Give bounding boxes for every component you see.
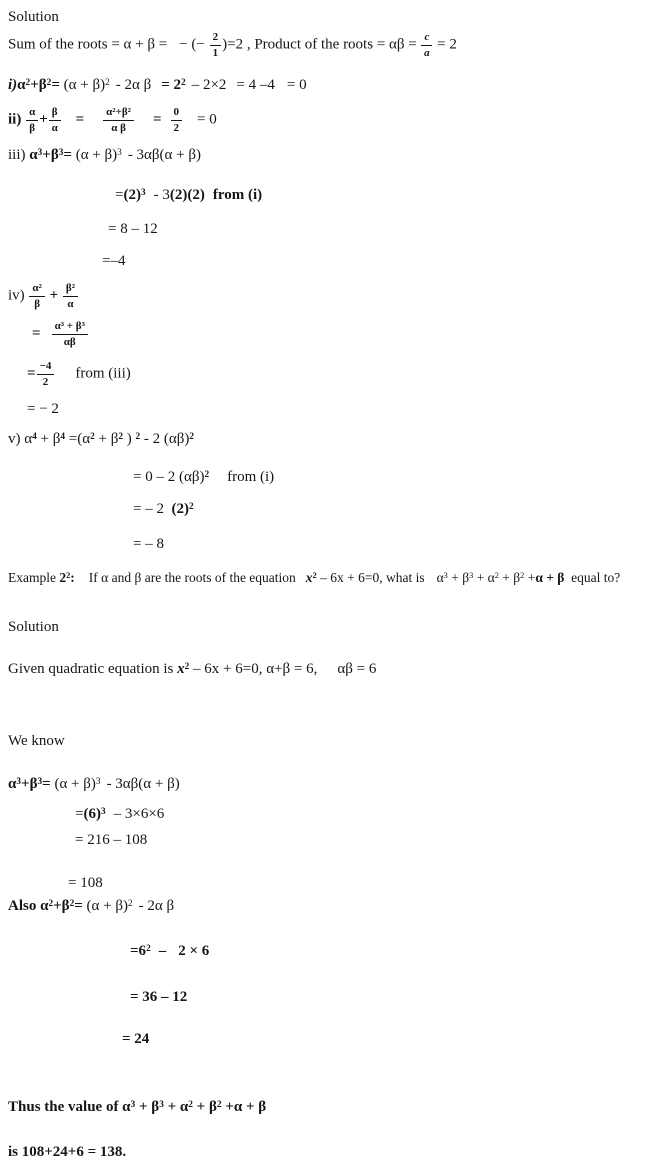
text-run: )=2 , Product of the roots = αβ = xyxy=(222,36,421,53)
fraction xyxy=(63,282,78,310)
text-run: +β xyxy=(42,147,59,163)
line-eq-iv-step3 xyxy=(27,400,59,419)
line-square-step3 xyxy=(122,1030,149,1049)
superscript: 2 xyxy=(181,77,186,88)
line-thus-value xyxy=(8,1098,266,1117)
text-run: i) xyxy=(8,77,18,93)
fraction-denominator: 2 xyxy=(173,121,180,134)
superscript: 3 xyxy=(130,1099,136,1110)
text-run: = xyxy=(63,147,76,163)
line-example-2 xyxy=(8,570,620,587)
text-run: = xyxy=(27,365,36,382)
text-run: + xyxy=(135,1099,152,1115)
fraction-numerator: α²+β² xyxy=(103,106,134,121)
text-run: + xyxy=(524,570,536,585)
text-run: ) xyxy=(123,431,136,447)
text-run: +β xyxy=(21,776,38,792)
line-eq-iii-step2 xyxy=(108,220,158,239)
superscript: 3 xyxy=(58,147,64,158)
fraction-denominator: β xyxy=(34,297,41,310)
text-run: – 2×2 xyxy=(191,77,227,93)
superscript: 3 xyxy=(37,776,43,787)
text-run: - 3αβ(α + β) xyxy=(106,776,180,792)
text-run: (α + β) xyxy=(75,147,118,163)
text-run: - 2α β xyxy=(115,77,152,93)
text-run: = xyxy=(115,187,124,203)
text-run: – 3×6×6 xyxy=(113,806,165,822)
text-run: =–4 xyxy=(102,253,126,269)
fraction xyxy=(210,31,222,59)
text-run: v) α xyxy=(8,431,33,447)
line-cube-step1 xyxy=(75,805,164,824)
fraction-numerator: α xyxy=(26,106,38,121)
fraction-denominator: 1 xyxy=(212,46,219,59)
fraction-denominator: 2 xyxy=(42,375,49,388)
text-run: α xyxy=(40,898,49,914)
line-eq-iii-step3 xyxy=(102,252,125,271)
superscript: 2 xyxy=(90,431,95,442)
line-solution-2 xyxy=(8,618,59,637)
text-run: x xyxy=(177,661,185,677)
text-run: x xyxy=(305,570,313,585)
superscript: 2 xyxy=(204,469,210,480)
text-run: + β xyxy=(192,1099,217,1115)
fraction-numerator: −4 xyxy=(37,360,55,375)
fraction-denominator: αβ xyxy=(63,335,76,348)
line-cube-identity xyxy=(8,775,180,794)
line-eq-ii xyxy=(8,106,217,134)
superscript: 2 xyxy=(312,571,317,581)
text-run: iii) xyxy=(8,147,30,163)
text-run: = 0 xyxy=(197,111,217,128)
superscript: 3 xyxy=(95,776,101,787)
line-final-answer xyxy=(8,1143,126,1162)
superscript: 3 xyxy=(140,187,146,198)
text-run: +β xyxy=(53,898,70,914)
superscript: 2 xyxy=(188,1099,193,1110)
superscript: 3 xyxy=(16,776,22,787)
text-run: 2 xyxy=(173,77,182,93)
text-run: = xyxy=(152,111,162,128)
fraction xyxy=(49,106,61,134)
text-run: Solution xyxy=(8,619,59,635)
line-we-know xyxy=(8,732,65,751)
text-run: + xyxy=(45,287,62,304)
fraction xyxy=(103,106,134,134)
line-solution-1 xyxy=(8,8,59,27)
text-run: (α + β) xyxy=(86,898,128,914)
line-square-step1 xyxy=(130,942,209,961)
text-run: α xyxy=(17,77,26,93)
text-run: + xyxy=(39,111,48,128)
line-eq-v-step2 xyxy=(133,500,194,519)
superscript: 3 xyxy=(117,147,122,158)
text-run: : xyxy=(70,570,75,585)
line-eq-iv-step1 xyxy=(32,320,89,348)
text-run: 2 xyxy=(59,570,67,585)
superscript: 3 xyxy=(443,571,448,581)
line-eq-iv xyxy=(8,282,79,310)
superscript: 2 xyxy=(105,77,110,88)
superscript: 3 xyxy=(159,1099,164,1110)
text-run: + α xyxy=(473,570,495,585)
text-run: + β xyxy=(36,431,61,447)
superscript: 2 xyxy=(494,571,499,581)
text-run: Example xyxy=(8,570,60,585)
text-run: Given quadratic equation is xyxy=(8,661,178,677)
text-run: =(α xyxy=(65,431,91,447)
fraction-denominator: α xyxy=(67,297,74,310)
fraction-numerator: β xyxy=(49,106,61,121)
fraction-numerator: c xyxy=(421,31,432,46)
fraction-denominator: α xyxy=(51,121,58,134)
text-run: = 0 – 2 (αβ) xyxy=(133,469,205,485)
text-run: = 0 xyxy=(286,77,307,93)
text-run: +α + β xyxy=(221,1099,267,1115)
line-eq-v-step1 xyxy=(133,468,274,487)
text-run: = xyxy=(75,111,85,128)
text-run: (α + β) xyxy=(63,77,106,93)
text-run: = 24 xyxy=(122,1031,150,1047)
text-run: + β xyxy=(447,570,470,585)
superscript: 4 xyxy=(60,431,66,442)
fraction xyxy=(26,106,38,134)
line-eq-iii-step1 xyxy=(115,186,262,205)
text-run: Solution xyxy=(8,9,59,25)
superscript: 2 xyxy=(216,1099,222,1110)
text-run: − (− xyxy=(179,36,209,53)
text-run: from (i) xyxy=(227,469,275,485)
superscript: 2 xyxy=(25,77,31,88)
text-run: =6 xyxy=(130,943,147,959)
line-sum-product xyxy=(8,31,457,59)
fraction xyxy=(171,106,183,134)
text-run: If α and β are the roots of the equation xyxy=(88,570,296,585)
text-run: We know xyxy=(8,733,65,749)
fraction xyxy=(421,31,432,59)
text-run: = xyxy=(32,325,41,342)
superscript: 2 xyxy=(184,661,190,672)
text-run: = xyxy=(74,898,87,914)
text-run: ii) xyxy=(8,111,26,128)
text-run: = xyxy=(161,77,174,93)
text-run: (2)(2) xyxy=(169,187,205,203)
text-run: α xyxy=(436,570,444,585)
text-run: α + β xyxy=(535,570,565,585)
text-run: 2 × 6 xyxy=(178,943,210,959)
text-run: = xyxy=(75,806,84,822)
text-run: = – 8 xyxy=(133,536,164,552)
fraction-denominator: β xyxy=(29,121,36,134)
fraction-denominator: α β xyxy=(111,121,126,134)
fraction-numerator: 0 xyxy=(171,106,183,121)
text-run: = – 2 xyxy=(133,501,172,517)
fraction-numerator: 2 xyxy=(210,31,222,46)
superscript: 2 xyxy=(146,943,151,954)
superscript: 2 xyxy=(69,898,75,909)
text-run: – 6x + 6=0, what is xyxy=(316,570,425,585)
text-run: from (iii) xyxy=(75,365,131,382)
fraction xyxy=(37,360,55,388)
superscript: 3 xyxy=(37,147,43,158)
text-run: - 3αβ(α + β) xyxy=(127,147,201,163)
text-run: - 2 (αβ) xyxy=(140,431,190,447)
text-run: from (i) xyxy=(212,187,263,203)
line-eq-v xyxy=(8,430,194,449)
superscript: 3 xyxy=(100,806,106,817)
text-run: α xyxy=(8,776,17,792)
text-run: = − 2 xyxy=(27,401,59,417)
text-run: (2) xyxy=(123,187,141,203)
line-also-square xyxy=(8,897,174,916)
text-run: +β xyxy=(30,77,47,93)
fraction-numerator: β² xyxy=(63,282,78,297)
text-run: Thus the value of α xyxy=(8,1099,131,1115)
superscript: 4 xyxy=(32,431,37,442)
superscript: 2 xyxy=(135,431,141,442)
text-run: (6) xyxy=(83,806,101,822)
superscript: 2 xyxy=(48,898,54,909)
line-square-step2 xyxy=(130,988,187,1007)
line-cube-step2 xyxy=(75,831,147,850)
superscript: 2 xyxy=(118,431,123,442)
text-run: – xyxy=(158,943,167,959)
text-run: Sum of the roots = α + β = xyxy=(8,36,168,53)
line-cube-step3 xyxy=(68,874,103,893)
fraction-numerator: α³ + β³ xyxy=(52,320,88,335)
line-eq-i xyxy=(8,76,307,95)
text-run: (α + β) xyxy=(54,776,96,792)
superscript: 2 xyxy=(46,77,52,88)
text-run: = 216 – 108 xyxy=(75,832,148,848)
text-run: + α xyxy=(163,1099,189,1115)
fraction xyxy=(29,282,44,310)
line-eq-v-step3 xyxy=(133,535,164,554)
text-run: (2) xyxy=(171,501,189,517)
text-run: is 108+24+6 = 138. xyxy=(8,1144,127,1160)
text-run: = xyxy=(51,77,64,93)
line-given xyxy=(8,660,376,679)
text-run: α xyxy=(29,147,38,163)
text-run: = 36 – 12 xyxy=(130,989,188,1005)
superscript: 3 xyxy=(469,571,474,581)
text-run: + β xyxy=(94,431,119,447)
fraction-denominator: a xyxy=(424,46,430,59)
superscript: 2 xyxy=(128,898,133,909)
superscript: 2 xyxy=(188,501,194,512)
superscript: 2 xyxy=(189,431,195,442)
superscript: 2 xyxy=(66,571,71,581)
text-run: equal to? xyxy=(564,570,621,585)
text-run: iv) xyxy=(8,287,29,304)
text-run: αβ = 6 xyxy=(337,661,377,677)
fraction-numerator: α² xyxy=(29,282,44,297)
text-run: = 8 – 12 xyxy=(108,221,158,237)
text-run: = 4 –4 xyxy=(236,77,275,93)
text-run: Also xyxy=(8,898,41,914)
text-run: - 2α β xyxy=(138,898,175,914)
superscript: 2 xyxy=(520,571,525,581)
text-run: = 108 xyxy=(68,875,103,891)
text-run: - 3 xyxy=(153,187,170,203)
text-run: – 6x + 6=0, α+β = 6, xyxy=(189,661,318,677)
text-run: + β xyxy=(498,570,521,585)
line-eq-iii xyxy=(8,146,201,165)
text-run: β xyxy=(151,1099,160,1115)
text-run: = xyxy=(42,776,55,792)
fraction xyxy=(52,320,88,348)
line-eq-iv-step2 xyxy=(27,360,131,388)
text-run: = 2 xyxy=(433,36,457,53)
